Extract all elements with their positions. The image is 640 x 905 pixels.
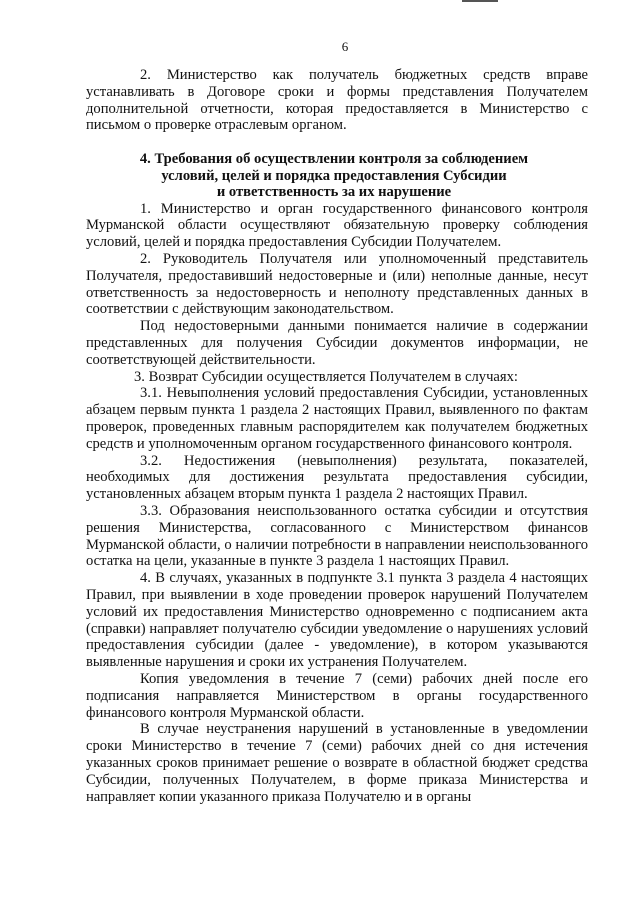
paragraph-3-2: 2. Министерство как получатель бюджетных средств вправе устанавливать в Договоре сроки и формы представления Получателем дополнительной отчетности, которая предоставляется в Министерство с письмом о проверке отраслевым органом. xyxy=(86,67,588,134)
paragraph-4-3-2: 3.2. Недостижения (невыполнения) результата, показателей, необходимых для достижения результата предоставления субсидии, установленных абзацем вторым пункта 1 раздела 2 настоящих Правил. xyxy=(86,452,588,503)
paragraph-4-4: 4. В случаях, указанных в подпункте 3.1 пункта 3 раздела 4 настоящих Правил, при выявлении в ходе проведении проверок нарушений Получателем условий их предоставления Министерство одновременно с подписанием акта (справки) направляет получателю субсидии уведомление о нарушениях условий предоставления субсидии (далее - уведомление), в котором указываются выявленные нарушения и сроки их устранения Получателем. xyxy=(86,570,588,671)
paragraph-4-4-return: В случае неустранения нарушений в установленные в уведомлении сроки Министерство в течение 7 (семи) рабочих дней со дня истечения указанных сроков принимает решение о возврате в областной бюджет средства Субсидии, полученных Получателем, в форме приказа Министерства и направляет копии указанного приказа Получателю и в органы xyxy=(86,721,588,805)
section-gap xyxy=(86,134,588,151)
paragraph-4-2-definition: Под недостоверными данными понимается наличие в содержании представленных для получения Субсидии документов информации, не соответствующей действительности. xyxy=(86,318,588,368)
paragraph-4-1: 1. Министерство и орган государственного финансового контроля Мурманской области осуществляют обязательную проверку соблюдения условий, целей и порядка предоставления Субсидии Получателем. xyxy=(86,200,588,251)
paragraph-4-2: 2. Руководитель Получателя или уполномоченный представитель Получателя, предоставивший недостоверные и (или) неполные данные, несут ответственность за недостоверность и неполноту представленных данных в соответствии с действующим законодательством. xyxy=(86,251,588,318)
paragraph-4-4-copy: Копия уведомления в течение 7 (семи) рабочих дней после его подписания направляется Министерством в органы государственного финансового контроля Мурманской области. xyxy=(86,671,588,721)
document-body xyxy=(86,67,588,805)
paragraph-4-3: 3. Возврат Субсидии осуществляется Получателем в случаях: xyxy=(134,368,518,385)
scan-top-mark xyxy=(462,0,498,2)
paragraph-4-3-3: 3.3. Образования неиспользованного остатка субсидии и отсутствия решения Министерства, согласованного с Министерством финансов Мурманской области, о наличии потребности в направлении неиспользованного остатка на цели, указанные в пункте 3 раздела 1 настоящих Правил. xyxy=(86,503,588,570)
section-4-heading xyxy=(86,151,588,201)
page-number: 6 xyxy=(341,39,349,54)
section-4-heading-line-3: и ответственность за их нарушение xyxy=(216,184,452,201)
paragraph-4-3-1: 3.1. Невыполнения условий предоставления Субсидии, установленных абзацем первым пункта 1 раздела 2 настоящих Правил, выявленного по фактам проверок, проведенных главным распорядителем как получателем бюджетных средств и уполномоченным органом государственного финансового контроля. xyxy=(86,385,588,452)
section-4-heading-line-2: условий, целей и порядка предоставления Субсидии xyxy=(161,167,507,184)
section-4-heading-line-1: 4. Требования об осуществлении контроля за соблюдением xyxy=(139,151,529,168)
